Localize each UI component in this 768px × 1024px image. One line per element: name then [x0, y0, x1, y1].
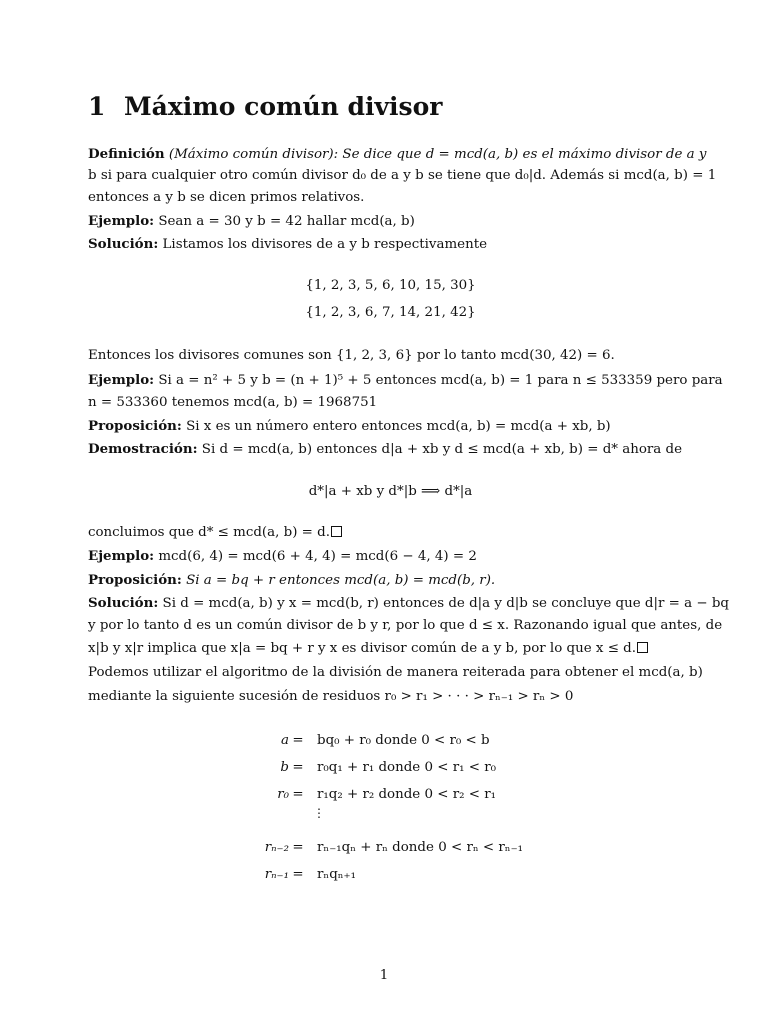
conclusion-line [88, 524, 693, 542]
demonstration-formula: d*|a + xb y d*|b ⟹ d*|a [308, 484, 473, 499]
example-2-line-2: n = 533360 tenemos mcd(a, b) = 1968751 [88, 395, 378, 410]
definition-line-1 [88, 145, 707, 164]
equals-sign: = [292, 867, 304, 882]
equation-lhs: rₙ₋₂ [264, 840, 289, 855]
equals-sign: = [292, 760, 304, 775]
divisor-set-42: {1, 2, 3, 6, 7, 14, 21, 42} [305, 305, 476, 320]
solution-2-line-3-text: x|b y x|r implica que x|a = bq + r y x es divisor común de a y b, por lo que x ≤ d. [88, 641, 637, 656]
demonstration-text: Si d = mcd(a, b) entonces d|a + xb y d ≤ mcd(a + xb, b) = d* ahora de [197, 442, 683, 457]
equals-sign: = [292, 840, 304, 855]
equation-row [0, 865, 768, 885]
equals-sign: = [292, 787, 304, 802]
solution-2-line-1 [88, 594, 729, 613]
divisor-set-30: {1, 2, 3, 5, 6, 10, 15, 30} [305, 278, 476, 293]
solution-2-text: Si d = mcd(a, b) y x = mcd(b, r) entonces de d|a y d|b se concluye que d|r = a − bq [158, 596, 729, 611]
qed-symbol-icon [331, 526, 342, 537]
solution-1-text: Listamos los divisores de a y b respectivamente [158, 237, 487, 252]
example-3 [88, 547, 693, 566]
equation-rhs: bq₀ + r₀ donde 0 < r₀ < b [317, 733, 490, 748]
qed-symbol-icon [637, 642, 648, 653]
example-2-label: Ejemplo: [88, 372, 155, 388]
equation-row [0, 731, 768, 751]
demonstration-label: Demostración: [88, 441, 198, 457]
solution-1-label: Solución: [88, 236, 159, 252]
proposition-2 [88, 571, 693, 590]
conclusion-text: concluimos que d* ≤ mcd(a, b) = d. [88, 525, 330, 540]
equation-rhs: r₀q₁ + r₁ donde 0 < r₁ < r₀ [317, 760, 497, 775]
example-1-text: Sean a = 30 y b = 42 hallar mcd(a, b) [154, 214, 415, 229]
solution-2-line-2: y por lo tanto d es un común divisor de b y r, por lo que d ≤ x. Razonando igual que antes, de [88, 618, 723, 633]
equation-lhs: r₀ [277, 787, 289, 802]
equation-lhs: rₙ₋₁ [264, 867, 289, 882]
example-3-label: Ejemplo: [88, 548, 155, 564]
equation-row [0, 838, 768, 858]
equation-rhs: rₙ₋₁qₙ + rₙ donde 0 < rₙ < rₙ₋₁ [317, 840, 523, 855]
common-divisors-line: Entonces los divisores comunes son {1, 2, 3, 6} por lo tanto mcd(30, 42) = 6. [88, 348, 615, 363]
definition-line-3: entonces a y b se dicen primos relativos. [88, 190, 365, 205]
equation-lhs: a [281, 733, 289, 748]
solution-1 [88, 235, 693, 254]
equation-rhs: rₙqₙ₊₁ [317, 867, 356, 882]
example-1 [88, 212, 693, 231]
solution-2-line-3 [88, 640, 693, 658]
section-number: 1 [88, 92, 106, 121]
section-title: Máximo común divisor [124, 92, 443, 121]
equals-sign: = [292, 733, 304, 748]
definition-label: Definición [88, 146, 165, 162]
demonstration [88, 440, 693, 459]
vertical-ellipsis-icon: ⋮ [313, 806, 325, 820]
equation-lhs: b [280, 760, 289, 775]
page-number: 1 [379, 968, 389, 983]
definition-line-2: b si para cualquier otro común divisor d₀ de a y b se tiene que d₀|d. Además si mcd(a, b) = 1 [88, 168, 717, 183]
example-3-text: mcd(6, 4) = mcd(6 + 4, 4) = mcd(6 − 4, 4) = 2 [154, 549, 477, 564]
proposition-1-label: Proposición: [88, 418, 182, 434]
algorithm-line-2: mediante la siguiente sucesión de residuos r₀ > r₁ > · · · > rₙ₋₁ > rₙ > 0 [88, 689, 574, 704]
equation-rhs: r₁q₂ + r₂ donde 0 < r₂ < r₁ [317, 787, 497, 802]
algorithm-line-1: Podemos utilizar el algoritmo de la división de manera reiterada para obtener el mcd(a, b) [88, 665, 703, 680]
proposition-1-text: Si x es un número entero entonces mcd(a, b) = mcd(a + xb, b) [181, 419, 611, 434]
definition-text: (Máximo común divisor): Se dice que d = mcd(a, b) es el máximo divisor de a y [164, 147, 707, 162]
proposition-2-text: Si a = bq + r entonces mcd(a, b) = mcd(b, r). [181, 573, 496, 588]
equation-row [0, 758, 768, 778]
proposition-2-label: Proposición: [88, 572, 182, 588]
example-2-text: Si a = n² + 5 y b = (n + 1)⁵ + 5 entonces mcd(a, b) = 1 para n ≤ 533359 pero para [154, 373, 723, 388]
solution-2-label: Solución: [88, 595, 159, 611]
proposition-1 [88, 417, 693, 436]
section-heading [88, 92, 442, 121]
equation-row [0, 785, 768, 805]
example-1-label: Ejemplo: [88, 213, 155, 229]
example-2-line-1 [88, 371, 723, 390]
